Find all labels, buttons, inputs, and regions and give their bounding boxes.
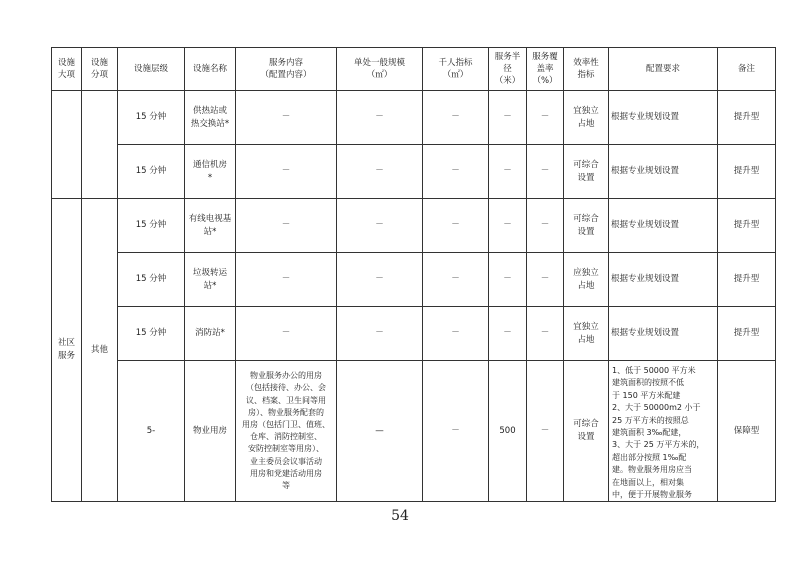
cell-per-thousand: －	[423, 145, 489, 199]
cell-note: 提升型	[718, 253, 776, 307]
cell-per-thousand: －	[423, 253, 489, 307]
cell-scale: －	[337, 199, 423, 253]
cell-per-thousand: －	[423, 199, 489, 253]
cell-content: －	[236, 145, 337, 199]
cell-scale: —	[337, 361, 423, 502]
header-level: 设施层级	[118, 48, 185, 91]
cell-radius: 500	[489, 361, 527, 502]
cell-note: 提升型	[718, 145, 776, 199]
cell-name: 通信机房 *	[185, 145, 236, 199]
cell-content: －	[236, 307, 337, 361]
cell-name: 有线电视基 站*	[185, 199, 236, 253]
table-row	[52, 199, 776, 253]
cell-name: 供热站或 热交换站*	[185, 91, 236, 145]
header-per-thousand: 千人指标 （㎡）	[423, 48, 489, 91]
cell-per-thousand: －	[423, 91, 489, 145]
cell-level: 15 分钟	[118, 253, 185, 307]
cell-level: 15 分钟	[118, 199, 185, 253]
header-requirement: 配置要求	[609, 48, 718, 91]
cell-content: －	[236, 91, 337, 145]
empty-minor-cell	[82, 91, 118, 199]
table-row	[52, 91, 776, 145]
cell-note: 保障型	[718, 361, 776, 502]
header-major-item: 设施 大项	[52, 48, 82, 91]
cell-coverage: －	[527, 253, 564, 307]
cell-level: 5-	[118, 361, 185, 502]
cell-radius: －	[489, 253, 527, 307]
cell-level: 15 分钟	[118, 145, 185, 199]
facility-table	[51, 47, 776, 502]
cell-radius: －	[489, 91, 527, 145]
cell-requirement: 根据专业规划设置	[609, 91, 718, 145]
cell-coverage: －	[527, 145, 564, 199]
cell-level: 15 分钟	[118, 91, 185, 145]
cell-coverage: －	[527, 307, 564, 361]
cell-note: 提升型	[718, 91, 776, 145]
cell-scale: －	[337, 307, 423, 361]
cell-note: 提升型	[718, 199, 776, 253]
cell-major-item: 社区 服务	[52, 199, 82, 502]
cell-sub-item: 其他	[82, 199, 118, 502]
cell-scale: －	[337, 145, 423, 199]
cell-efficiency: 应独立 占地	[564, 253, 609, 307]
cell-per-thousand: －	[423, 361, 489, 502]
cell-requirement: 根据专业规划设置	[609, 253, 718, 307]
cell-scale: －	[337, 91, 423, 145]
cell-radius: －	[489, 145, 527, 199]
table-row	[52, 307, 776, 361]
cell-requirement: 1、低于 50000 平方米 建筑面积的按照不低 于 150 平方米配建 2、大于 50000m2 小于 25 万平方米的按照总 建筑面积 3‰配建， 3、大于 25 万平方米的， 超出部分按照 1‰配 建。物业服务用房应当 在地面以上，相对集 中，便于开展物业服务	[609, 361, 718, 502]
table-row	[52, 145, 776, 199]
cell-radius: －	[489, 307, 527, 361]
cell-requirement: 根据专业规划设置	[609, 145, 718, 199]
header-radius: 服务半 径 （米）	[489, 48, 527, 91]
cell-per-thousand: －	[423, 307, 489, 361]
cell-level: 15 分钟	[118, 307, 185, 361]
cell-note: 提升型	[718, 307, 776, 361]
cell-content: －	[236, 199, 337, 253]
header-sub-item: 设施 分项	[82, 48, 118, 91]
cell-coverage: －	[527, 91, 564, 145]
cell-scale: －	[337, 253, 423, 307]
empty-major-cell	[52, 91, 82, 199]
cell-efficiency: 宜独立 占地	[564, 91, 609, 145]
header-coverage: 服务覆 盖率 （%）	[527, 48, 564, 91]
cell-efficiency: 可综合 设置	[564, 145, 609, 199]
table-row	[52, 253, 776, 307]
header-content: 服务内容 （配置内容）	[236, 48, 337, 91]
cell-name: 消防站*	[185, 307, 236, 361]
cell-efficiency: 可综合 设置	[564, 361, 609, 502]
cell-requirement: 根据专业规划设置	[609, 199, 718, 253]
cell-requirement: 根据专业规划设置	[609, 307, 718, 361]
cell-name: 物业用房	[185, 361, 236, 502]
cell-name: 垃圾转运 站*	[185, 253, 236, 307]
table-header-row	[52, 48, 776, 91]
cell-content: 物业服务办公的用房 （包括接待、办公、会 议、档案、卫生间等用 房）、物业服务配套的 用房（包括门卫、值班、 仓库、消防控制室、 安防控制室等用房）、 业主委员会议事活动 用房和党建活动用房 等	[236, 361, 337, 502]
header-scale: 单处一般规模 （㎡）	[337, 48, 423, 91]
table-row	[52, 361, 776, 502]
cell-efficiency: 可综合 设置	[564, 199, 609, 253]
page-number: 54	[391, 508, 409, 524]
header-note: 备注	[718, 48, 776, 91]
cell-content: －	[236, 253, 337, 307]
cell-efficiency: 宜独立 占地	[564, 307, 609, 361]
header-name: 设施名称	[185, 48, 236, 91]
cell-coverage: －	[527, 199, 564, 253]
cell-coverage: －	[527, 361, 564, 502]
cell-radius: －	[489, 199, 527, 253]
header-efficiency: 效率性 指标	[564, 48, 609, 91]
